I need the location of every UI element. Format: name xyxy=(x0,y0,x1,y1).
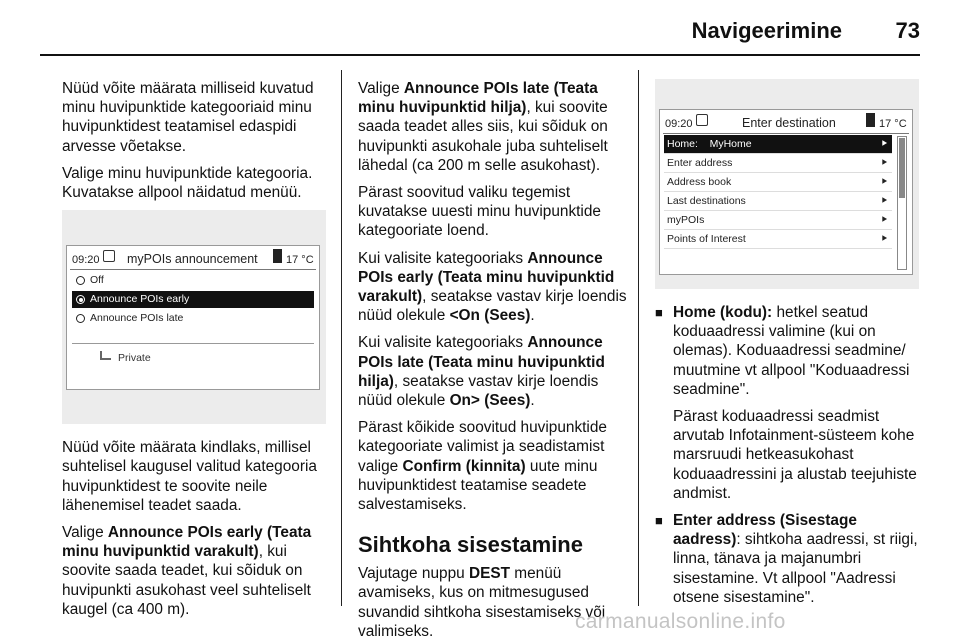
radio-icon xyxy=(76,276,85,285)
radio-selected-icon xyxy=(76,295,85,304)
menu-item-enter-address[interactable]: Enter address ⯈ xyxy=(664,154,892,173)
screen-status-bar xyxy=(67,246,319,268)
menu-item-home[interactable]: Home: MyHome ⯈ xyxy=(664,135,892,154)
chevron-right-icon: ⯈ xyxy=(880,139,888,150)
option-label: Announce POIs early xyxy=(90,293,190,306)
clock-time: 09:20 xyxy=(72,254,100,267)
chevron-right-icon: ⯈ xyxy=(880,158,888,169)
chevron-right-icon: ⯈ xyxy=(880,234,888,245)
divider xyxy=(70,269,316,270)
scrollbar[interactable] xyxy=(897,136,907,270)
chevron-right-icon: ⯈ xyxy=(880,177,888,188)
menu-item-points-of-interest[interactable]: Points of Interest ⯈ xyxy=(664,230,892,249)
menu-item-mypois[interactable]: myPOIs ⯈ xyxy=(664,211,892,230)
private-row[interactable] xyxy=(72,343,314,387)
watermark: carmanualsonline.info xyxy=(575,610,786,633)
temperature: 17 °C xyxy=(879,118,907,130)
thermometer-icon xyxy=(273,249,282,263)
thermometer-icon xyxy=(866,113,875,127)
private-label: Private xyxy=(118,352,151,365)
menu-item-last-destinations[interactable]: Last destinations ⯈ xyxy=(664,192,892,211)
section-heading: Sihtkoha sisestamine xyxy=(358,532,583,558)
list-item: ■ Home (kodu): hetkel seatud koduaadressi valimine (kui on olemas). Koduaadressi seadmine/ muutmine vt allpool "Koduaadressi seadmine". Pärast koduaadressi seadmist arvutab Infotainment-süsteem kohe marsruudi hetkeasukohast koduaadressini ja alustab teejuhiste andmist. xyxy=(655,303,923,503)
paragraph: Nüüd võite määrata milliseid kuvatud minu huvipunktide kategooriaid minu huvipunktidest teatamisel edaspidi arvesse võetakse. xyxy=(62,80,314,155)
temperature: 17 °C xyxy=(286,254,314,267)
chevron-right-icon: ⯈ xyxy=(880,196,888,207)
radio-icon xyxy=(76,314,85,323)
paragraph: Vajutage nuppu DEST menüü avamiseks, kus on mitmesugused suvandid sihtkoha sisestamiseks või valimiseks. xyxy=(358,565,606,640)
option-announce-early[interactable] xyxy=(72,291,314,308)
screen-title: myPOIs announcement xyxy=(127,252,258,267)
page-title: Navigeerimine xyxy=(691,18,842,43)
page-number: 73 xyxy=(895,18,920,43)
column-divider xyxy=(638,70,639,606)
column-2 xyxy=(358,79,630,642)
screen-status-bar xyxy=(660,110,912,132)
paragraph: Pärast kõikide soovitud huvipunktide kategooriate valimist ja seadistamist valige Confirm (kinnita) uute minu huvipunktidest teatamise seadete salvestamiseks. xyxy=(358,419,607,514)
column-1 xyxy=(62,79,326,627)
column-3 xyxy=(655,79,923,615)
divider xyxy=(663,133,909,134)
column-divider xyxy=(341,70,342,606)
option-label: Off xyxy=(90,274,104,287)
paragraph: Valige Announce POIs early (Teata minu huvipunktid varakult), kui soovite saada teadet, kui sõiduk on huvipunkti asukohast veel suhteliselt kaugel (ca 400 m). xyxy=(62,524,312,618)
paragraph: Pärast soovitud valiku tegemist kuvatakse uuesti minu huvipunktide kategooriate loend. xyxy=(358,184,601,240)
paragraph: Valige minu huvipunktide kategooria. Kuvatakse allpool näidatud menüü. xyxy=(62,164,313,202)
header-rule xyxy=(40,54,920,56)
infotainment-screen xyxy=(66,245,320,390)
option-announce-late[interactable] xyxy=(72,310,314,327)
paragraph: Nüüd võite määrata kindlaks, millisel suhtelisel kaugusel valitud kategooria huvipunktidest te soovite neile lähenemisel teadet saada. xyxy=(62,439,317,514)
paragraph: Kui valisite kategooriaks Announce POIs late (Teata minu huvipunktid hilja), seatakse vastav kirje loendis nüüd olekule On> (Sees). xyxy=(358,334,605,410)
chevron-right-icon: ⯈ xyxy=(880,215,888,226)
option-off[interactable] xyxy=(72,272,314,289)
paragraph: Kui valisite kategooriaks Announce POIs early (Teata minu huvipunktid varakult), seatakse vastav kirje loendis nüüd olekule <On (Sees). xyxy=(358,249,627,325)
list-item: ■ Enter address (Sisestage aadress): sihtkoha aadressi, st riigi, linna, tänava ja majanumbri sisestamine. Vt allpool "Aadressi otsene sisestamine". xyxy=(655,511,923,607)
screenshot-mypois-announcement xyxy=(62,210,326,424)
private-icon xyxy=(100,351,111,360)
scrollbar-thumb[interactable] xyxy=(899,138,905,198)
screen-title: Enter destination xyxy=(742,116,836,130)
menu-item-address-book[interactable]: Address book ⯈ xyxy=(664,173,892,192)
option-label: Announce POIs late xyxy=(90,312,184,325)
clock-icon xyxy=(696,114,708,126)
clock-icon xyxy=(103,250,115,262)
paragraph: Valige Announce POIs late (Teata minu huvipunktid hilja), kui soovite saada teadet alles siis, kui sõiduk on huvipunkti asukohale juba suhteliselt lähedal (ca 200 m selle asukohast). xyxy=(358,80,608,174)
infotainment-screen xyxy=(659,109,913,275)
clock-time: 09:20 xyxy=(665,118,693,130)
page-header xyxy=(0,0,960,50)
screenshot-enter-destination xyxy=(655,79,919,289)
